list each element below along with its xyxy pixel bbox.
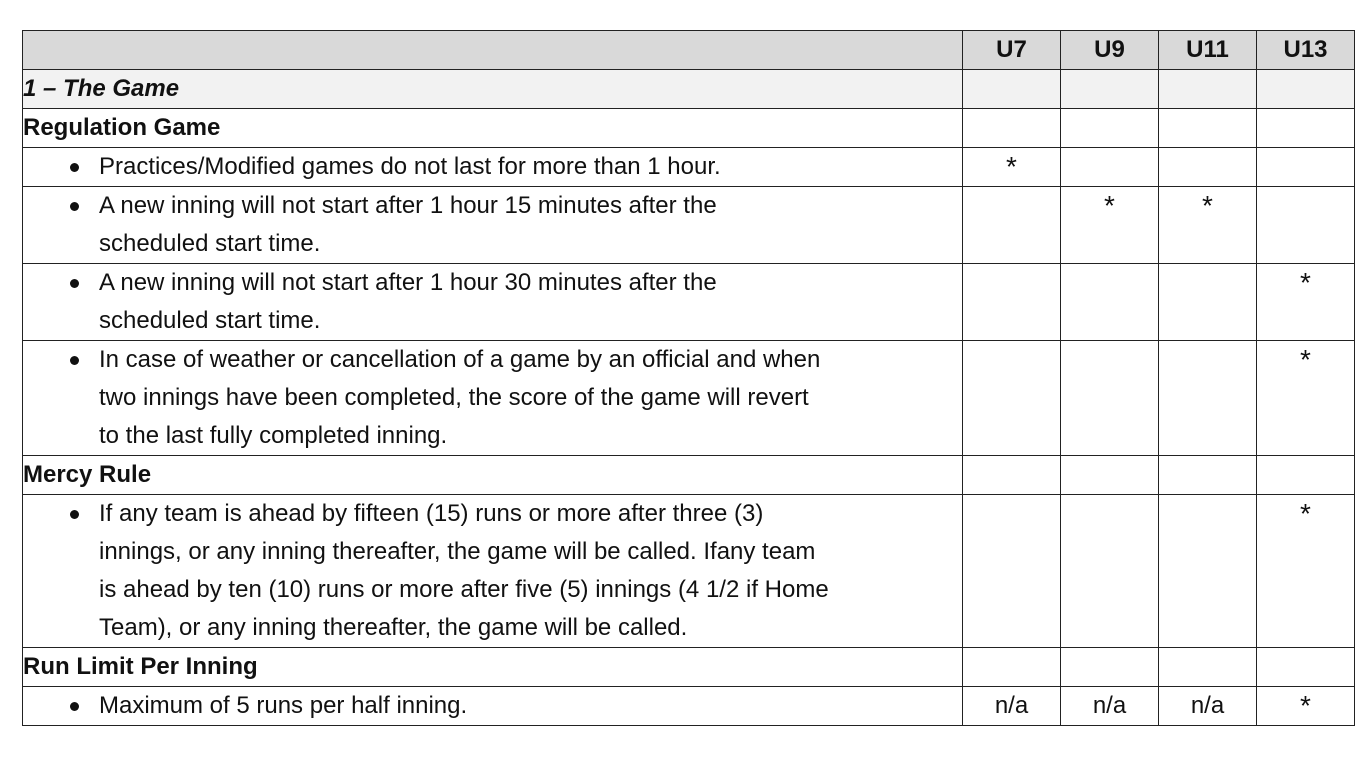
empty-cell bbox=[1061, 70, 1159, 109]
rule-line: Practices/Modified games do not last for more than 1 hour. bbox=[99, 153, 721, 180]
mark-u9 bbox=[1061, 148, 1159, 187]
empty-cell bbox=[963, 109, 1061, 148]
mark-u13 bbox=[1257, 187, 1355, 264]
group-title-regulation: Regulation Game bbox=[23, 109, 963, 148]
header-row bbox=[23, 31, 1355, 70]
empty-cell bbox=[1257, 70, 1355, 109]
rule-row bbox=[23, 687, 1355, 726]
rule-text-cell bbox=[23, 187, 963, 264]
rule-row bbox=[23, 495, 1355, 648]
mark-u7 bbox=[963, 187, 1061, 264]
rule-line: two innings have been completed, the score of the game will revert bbox=[99, 384, 809, 411]
header-u7: U7 bbox=[963, 31, 1061, 70]
bullet-icon bbox=[70, 163, 79, 172]
mark-u9: * bbox=[1061, 187, 1159, 264]
group-row bbox=[23, 456, 1355, 495]
mark-u9 bbox=[1061, 495, 1159, 648]
mark-u11: n/a bbox=[1159, 687, 1257, 726]
empty-cell bbox=[1257, 456, 1355, 495]
bullet-icon bbox=[70, 202, 79, 211]
rule-line: scheduled start time. bbox=[99, 230, 321, 257]
empty-cell bbox=[963, 70, 1061, 109]
mark-u11 bbox=[1159, 341, 1257, 456]
rule-line: Team), or any inning thereafter, the game will be called. bbox=[99, 614, 688, 641]
rules-table bbox=[22, 30, 1355, 726]
rule-row bbox=[23, 341, 1355, 456]
rule-line: to the last fully completed inning. bbox=[99, 422, 448, 449]
section-row bbox=[23, 70, 1355, 109]
empty-cell bbox=[1159, 648, 1257, 687]
header-u11: U11 bbox=[1159, 31, 1257, 70]
mark-u11 bbox=[1159, 264, 1257, 341]
mark-u7 bbox=[963, 495, 1061, 648]
mark-u11 bbox=[1159, 495, 1257, 648]
mark-u9 bbox=[1061, 341, 1159, 456]
bullet-icon bbox=[70, 279, 79, 288]
rule-line: In case of weather or cancellation of a game by an official and when bbox=[99, 346, 821, 373]
rule-text-cell bbox=[23, 495, 963, 648]
rule-line: is ahead by ten (10) runs or more after five (5) innings (4 1/2 if Home bbox=[99, 576, 829, 603]
mark-u13: * bbox=[1257, 341, 1355, 456]
header-u13: U13 bbox=[1257, 31, 1355, 70]
rule-text-cell bbox=[23, 148, 963, 187]
mark-u9 bbox=[1061, 264, 1159, 341]
rule-line: Maximum of 5 runs per half inning. bbox=[99, 692, 468, 719]
empty-cell bbox=[1061, 648, 1159, 687]
section-title: 1 – The Game bbox=[23, 70, 963, 109]
mark-u7 bbox=[963, 341, 1061, 456]
empty-cell bbox=[1061, 456, 1159, 495]
group-row bbox=[23, 648, 1355, 687]
rule-line: A new inning will not start after 1 hour 15 minutes after the bbox=[99, 192, 717, 219]
header-corner-cell bbox=[23, 31, 963, 70]
rule-line: A new inning will not start after 1 hour 30 minutes after the bbox=[99, 269, 717, 296]
empty-cell bbox=[963, 456, 1061, 495]
mark-u7 bbox=[963, 264, 1061, 341]
rule-row bbox=[23, 187, 1355, 264]
rule-text-cell bbox=[23, 341, 963, 456]
empty-cell bbox=[1159, 109, 1257, 148]
rule-text-cell bbox=[23, 264, 963, 341]
mark-u11 bbox=[1159, 148, 1257, 187]
rule-row bbox=[23, 264, 1355, 341]
mark-u13: * bbox=[1257, 687, 1355, 726]
bullet-icon bbox=[70, 510, 79, 519]
rule-row bbox=[23, 148, 1355, 187]
header-u9: U9 bbox=[1061, 31, 1159, 70]
bullet-icon bbox=[70, 702, 79, 711]
group-title-runlimit: Run Limit Per Inning bbox=[23, 648, 963, 687]
rule-line: innings, or any inning thereafter, the game will be called. Ifany team bbox=[99, 538, 816, 565]
empty-cell bbox=[1159, 456, 1257, 495]
mark-u7: * bbox=[963, 148, 1061, 187]
empty-cell bbox=[1257, 648, 1355, 687]
empty-cell bbox=[1159, 70, 1257, 109]
rule-line: If any team is ahead by fifteen (15) runs or more after three (3) bbox=[99, 500, 764, 527]
mark-u11: * bbox=[1159, 187, 1257, 264]
mark-u13 bbox=[1257, 148, 1355, 187]
mark-u13: * bbox=[1257, 495, 1355, 648]
bullet-icon bbox=[70, 356, 79, 365]
empty-cell bbox=[1061, 109, 1159, 148]
empty-cell bbox=[1257, 109, 1355, 148]
rule-text-cell bbox=[23, 687, 963, 726]
rule-line: scheduled start time. bbox=[99, 307, 321, 334]
mark-u13: * bbox=[1257, 264, 1355, 341]
empty-cell bbox=[963, 648, 1061, 687]
group-title-mercy: Mercy Rule bbox=[23, 456, 963, 495]
mark-u7: n/a bbox=[963, 687, 1061, 726]
group-row bbox=[23, 109, 1355, 148]
mark-u9: n/a bbox=[1061, 687, 1159, 726]
